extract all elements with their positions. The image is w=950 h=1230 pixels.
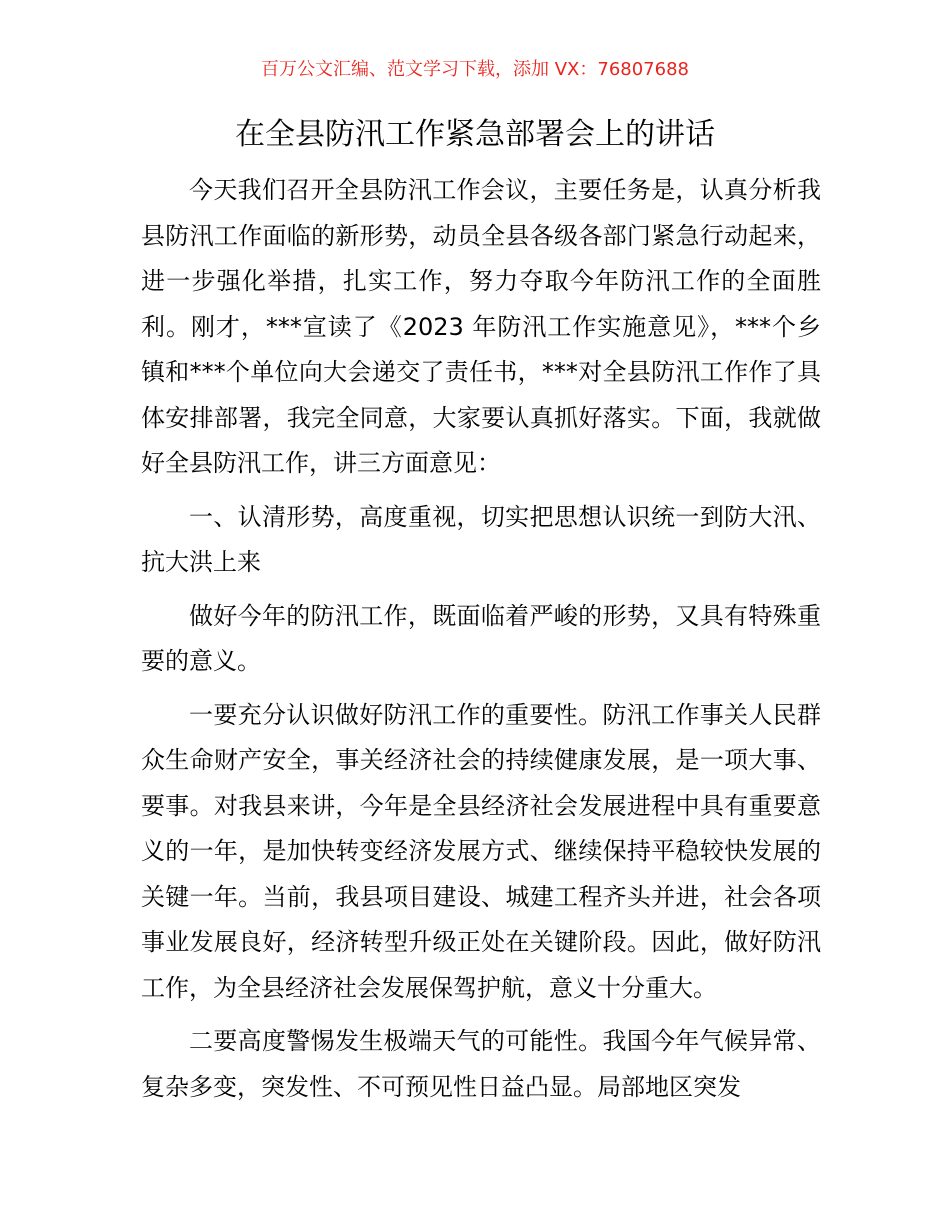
paragraph-importance: 一要充分认识做好防汛工作的重要性。防汛工作事关人民群众生命财产安全，事关经济社会的持续健康发展，是一项大事、要事。对我县来讲，今年是全县经济社会发展进程中具有重要意义的一年，是加快转变经济发展方式、继续保持平稳较快发展的关键一年。当前，我县项目建设、城建工程齐头并进，社会各项事业发展良好，经济转型升级正处在关键阶段。因此，做好防汛工作，为全县经济社会发展保驾护航，意义十分重大。 [141,700,821,1002]
paragraph-intro: 今天我们召开全县防汛工作会议，主要任务是，认真分析我县防汛工作面临的新形势，动员全县各级各部门紧急行动起来，进一步强化举措，扎实工作，努力夺取今年防汛工作的全面胜利。刚才，***宣读了《2023 年防汛工作实施意见》，***个乡镇和***个单位向大会递交了责任书，***对全县防汛工作作了具体安排部署，我完全同意，大家要认真抓好落实。下面，我就做好全县防汛工作，讲三方面意见： [141,176,821,477]
paragraph-weather: 二要高度警惕发生极端天气的可能性。我国今年气候异常、复杂多变，突发性、不可预见性日益凸显。局部地区突发 [141,1027,821,1101]
document-title: 在全县防汛工作紧急部署会上的讲话 [235,117,715,152]
document-body [141,168,821,1110]
header-note: 百万公文汇编、范文学习下载，添加 VX：76807688 [261,59,689,80]
paragraph-situation: 做好今年的防汛工作，既面临着严峻的形势，又具有特殊重要的意义。 [141,601,821,675]
section-heading-1: 一、认清形势，高度重视，切实把思想认识统一到防大汛、抗大洪上来 [141,502,821,576]
